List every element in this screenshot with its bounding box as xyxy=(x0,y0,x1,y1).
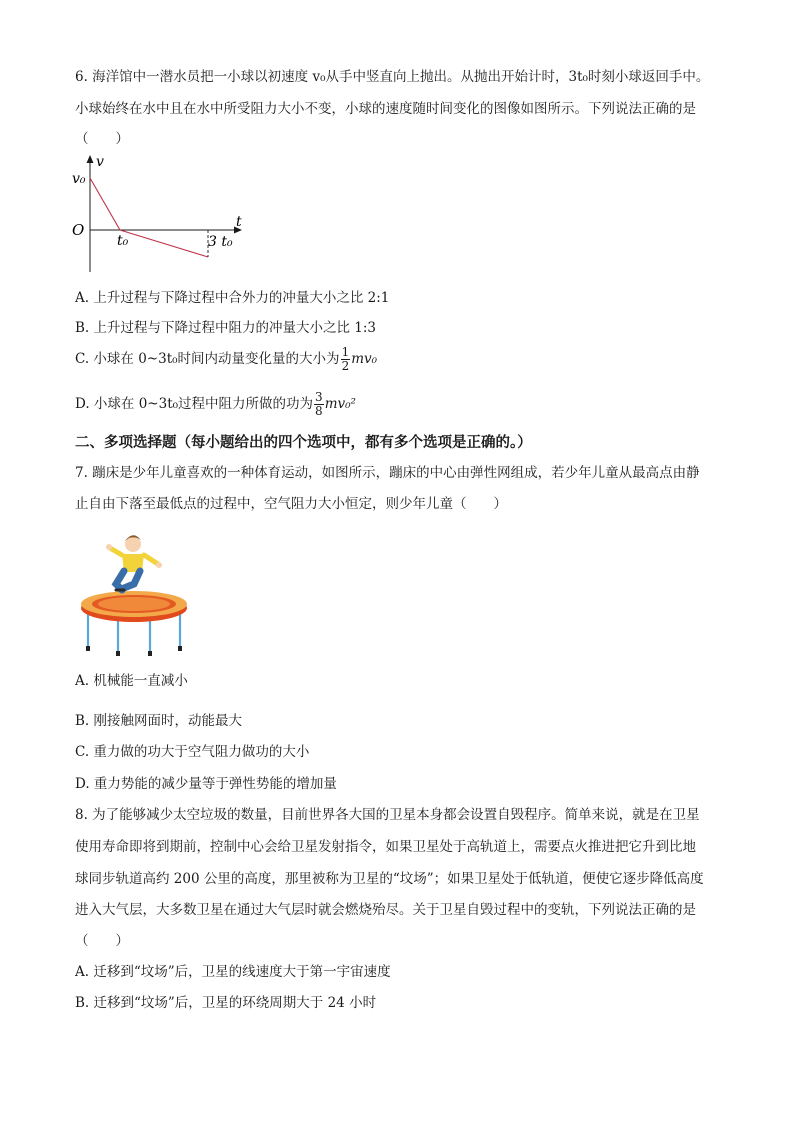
q6-line-1: 6. 海洋馆中一潜水员把一小球以初速度 v₀从手中竖直向上抛出。从抛出开始计时，3t₀时刻小球返回手中。 xyxy=(75,69,710,85)
q6-option-d-mv0: mv₀² xyxy=(324,396,356,412)
t0-label: t₀ xyxy=(117,233,129,249)
v0-label: v₀ xyxy=(72,171,86,187)
q6-line-2: 小球始终在水中且在水中所受阻力大小不变，小球的速度随时间变化的图像如图所示。下列说法正确的是 xyxy=(75,101,696,117)
q6-option-d-num: 3 xyxy=(315,390,323,404)
q8-option-a: A. 迁移到“坟场”后，卫星的线速度大于第一宇宙速度 xyxy=(75,964,391,980)
q8-bracket: （ ） xyxy=(75,933,129,949)
q6-option-c xyxy=(75,344,377,374)
v-axis-label: v xyxy=(96,154,104,170)
3t0-label: 3 t₀ xyxy=(208,234,233,250)
section-heading-multi-choice: 二、多项选择题（每小题给出的四个选项中，都有多个选项是正确的。） xyxy=(75,435,532,451)
q7-option-b: B. 刚接触网面时，动能最大 xyxy=(75,713,243,729)
q7-line-2: 止自由下落至最低点的过程中，空气阻力大小恒定，则少年儿童（ ） xyxy=(75,496,507,512)
q8-line-3: 球同步轨道高约 200 公里的高度，那里被称为卫星的“坟场”；如果卫星处于低轨道，便使它逐步降低高度 xyxy=(75,871,704,887)
q7-option-a: A. 机械能一直减小 xyxy=(75,673,188,689)
t-axis-label: t xyxy=(236,214,242,230)
q6-option-d-text: D. 小球在 0~3t₀过程中阻力所做的功为 xyxy=(75,396,314,412)
q6-option-c-mv0: mv₀ xyxy=(351,351,378,367)
q6-option-a: A. 上升过程与下降过程中合外力的冲量大小之比 2:1 xyxy=(75,290,390,306)
q6-bracket: （ ） xyxy=(75,131,129,147)
q6-option-c-num: 1 xyxy=(341,345,350,359)
origin-label: O xyxy=(72,221,85,239)
vt-graph xyxy=(70,152,250,278)
q6-option-d-den: 8 xyxy=(315,404,323,418)
q7-option-c: C. 重力做的功大于空气阻力做功的大小 xyxy=(75,744,310,760)
q6-option-b: B. 上升过程与下降过程中阻力的冲量大小之比 1:3 xyxy=(75,320,377,336)
q8-option-b: B. 迁移到“坟场”后，卫星的环绕周期大于 24 小时 xyxy=(75,995,377,1011)
q6-option-c-den: 2 xyxy=(341,359,350,373)
velocity-line xyxy=(90,178,208,257)
q7-option-d: D. 重力势能的减少量等于弹性势能的增加量 xyxy=(75,776,337,792)
v-axis-arrow xyxy=(87,155,94,163)
trampoline-illustration xyxy=(78,528,190,660)
q6-option-d xyxy=(75,389,356,419)
q6-option-d-fraction xyxy=(314,391,324,418)
q6-option-c-fraction xyxy=(341,346,351,373)
q8-line-1: 8. 为了能够减少太空垃圾的数量，目前世界各大国的卫星本身都会设置自毁程序。简单来说，就是在卫星 xyxy=(75,807,700,823)
q8-line-2: 使用寿命即将到期前，控制中心会给卫星发射指令，如果卫星处于高轨道上，需要点火推进把它升到比地 xyxy=(75,839,696,855)
q6-option-c-text: C. 小球在 0~3t₀时间内动量变化量的大小为 xyxy=(75,351,340,367)
q8-line-4: 进入大气层，大多数卫星在通过大气层时就会燃烧殆尽。关于卫星自毁过程中的变轨，下列说法正确的是 xyxy=(75,902,696,918)
q7-line-1: 7. 蹦床是少年儿童喜欢的一种体育运动，如图所示，蹦床的中心由弹性网组成，若少年儿童从最高点由静 xyxy=(75,465,700,481)
